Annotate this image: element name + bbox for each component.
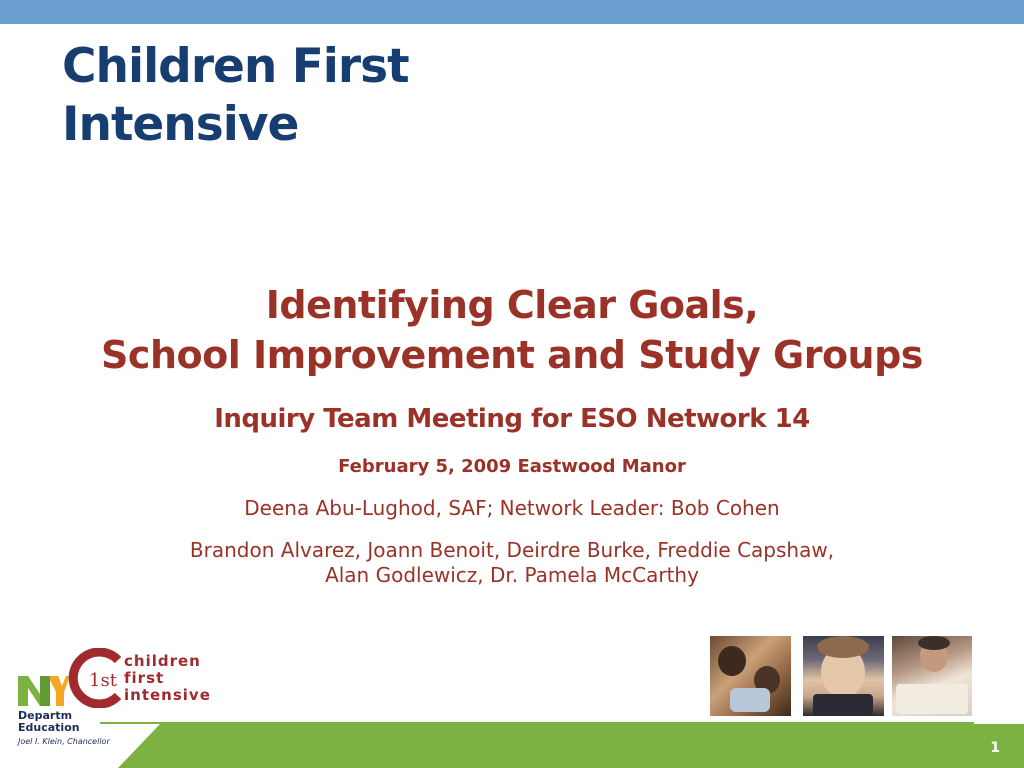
team-members-line2: Alan Godlewicz, Dr. Pamela McCarthy xyxy=(325,563,699,587)
header-title-line2: Intensive xyxy=(62,97,299,152)
page-number: 1 xyxy=(990,740,1000,756)
slide-title-line2: School Improvement and Study Groups xyxy=(101,333,923,377)
logo-line1: children xyxy=(124,652,201,670)
chancellor-name: Joel I. Klein, Chancellor xyxy=(18,737,110,746)
header-title xyxy=(62,38,409,154)
department-line1: Departm xyxy=(18,709,73,722)
logo-wordmark xyxy=(124,653,211,704)
presenters-line: Deena Abu-Lughod, SAF; Network Leader: Bob Cohen xyxy=(244,496,780,520)
slide-title xyxy=(0,280,1024,380)
slide-title-line1: Identifying Clear Goals, xyxy=(265,283,759,327)
footer-bar xyxy=(0,721,1024,768)
student-writing-photo xyxy=(892,636,972,716)
date-location: February 5, 2009 Eastwood Manor xyxy=(338,456,686,477)
header-title-line1: Children First xyxy=(62,39,409,94)
top-accent-bar xyxy=(0,0,1024,24)
department-line2: Education xyxy=(18,721,80,734)
children-first-c-logo-icon xyxy=(68,648,128,708)
nyc-logo-icon xyxy=(18,672,70,708)
slide-subtitle: Inquiry Team Meeting for ESO Network 14 xyxy=(214,404,810,434)
logo-line2: first xyxy=(124,669,165,687)
students-reading-photo xyxy=(710,636,791,716)
team-members xyxy=(0,538,1024,588)
logo-line3: intensive xyxy=(124,686,211,704)
logo-c-mark: 1st xyxy=(89,670,117,691)
student-portrait-photo xyxy=(803,636,884,716)
team-members-line1: Brandon Alvarez, Joann Benoit, Deirdre Burke, Freddie Capshaw, xyxy=(189,538,835,562)
department-name xyxy=(18,710,80,734)
